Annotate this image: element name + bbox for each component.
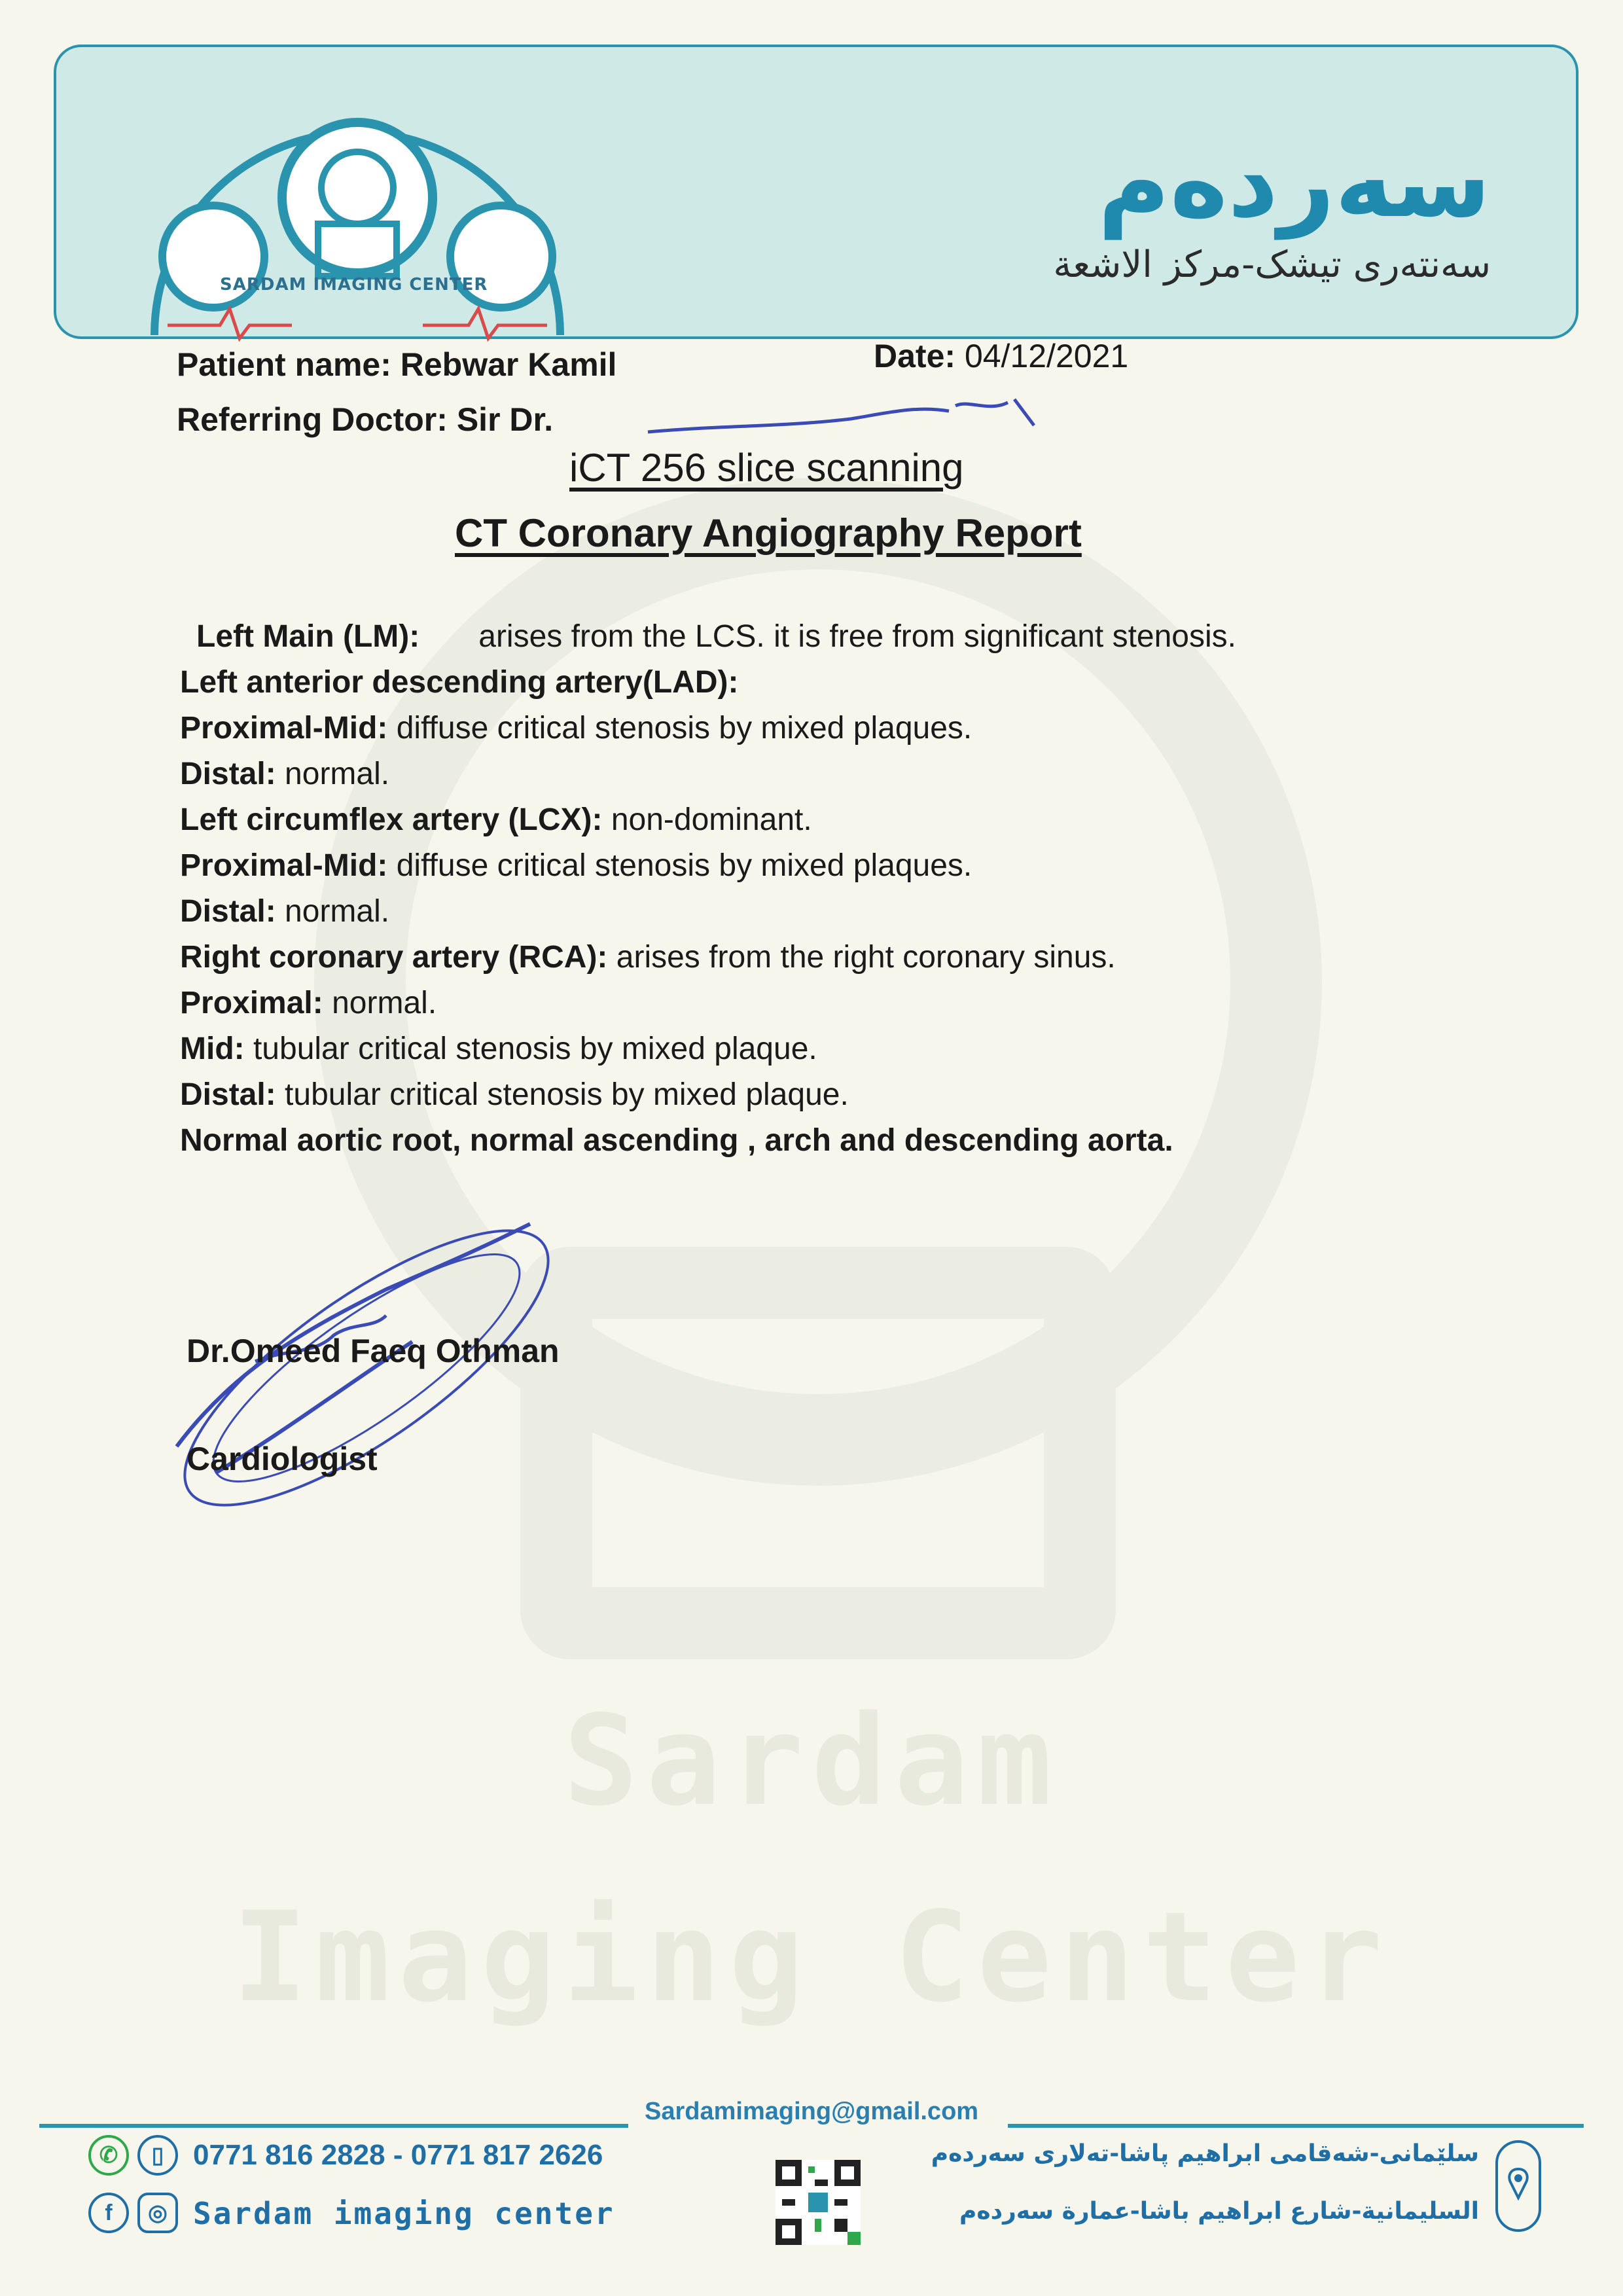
report-title: CT Coronary Angiography Report <box>455 511 1082 555</box>
instagram-icon: ◎ <box>137 2193 178 2233</box>
watermark-line-1: Sardam <box>563 1689 1060 1833</box>
watermark-line-2: Imaging Center <box>232 1885 1391 2030</box>
finding-lm: Left Main (LM): arises from the LCS. it is free from significant stenosis. <box>196 619 1236 654</box>
date-value: 04/12/2021 <box>964 338 1129 374</box>
finding-aorta: Normal aortic root, normal ascending , arch and descending aorta. <box>180 1123 1173 1158</box>
footer-email[interactable]: Sardamimaging@gmail.com <box>645 2098 979 2125</box>
patient-name-row <box>177 346 616 384</box>
footer-phones: 0771 816 2828 - 0771 817 2626 <box>193 2139 603 2171</box>
date-label: Date: <box>874 338 956 374</box>
sardam-logo <box>128 73 586 355</box>
brand-subtitle: سەنتەری تیشک-مرکز الاشعة <box>1053 243 1491 286</box>
footer-social-name: Sardam imaging center <box>193 2196 615 2231</box>
logo-caption: SARDAM IMAGING CENTER <box>220 275 488 295</box>
finding-rca: Right coronary artery (RCA): arises from the right coronary sinus. <box>180 940 1116 975</box>
brand-name: سەردەم <box>1097 126 1491 240</box>
patient-name-value: Rebwar Kamil <box>400 346 617 383</box>
date-row <box>874 337 1128 375</box>
phone-icon: ▯ <box>137 2135 178 2176</box>
location-pin-icon <box>1495 2140 1541 2232</box>
footer-address-arabic: السليمانية-شارع ابراهيم باشا-عمارة سەردەم <box>959 2198 1479 2225</box>
finding-rca-mid: Mid: tubular critical stenosis by mixed plaque. <box>180 1031 817 1066</box>
footer-address-kurdish: سلێمانی-شەقامی ابراهیم پاشا-تەلاری سەردەم <box>931 2140 1479 2167</box>
finding-lad-distal: Distal: normal. <box>180 757 390 791</box>
referring-doctor-value: Sir Dr. <box>456 401 554 438</box>
qr-code[interactable] <box>776 2160 861 2245</box>
finding-rca-distal: Distal: tubular critical stenosis by mixed plaque. <box>180 1077 849 1112</box>
doctor-name: Dr.Omeed Faeq Othman <box>187 1333 560 1369</box>
referring-doctor-row <box>177 401 553 439</box>
finding-lad-proximal-mid: Proximal-Mid: diffuse critical stenosis by mixed plaques. <box>180 711 972 745</box>
referring-doctor-label: Referring Doctor: <box>177 401 448 438</box>
whatsapp-icon: ✆ <box>88 2135 129 2176</box>
finding-lcx: Left circumflex artery (LCX): non-dominant. <box>180 802 812 837</box>
footer-rule-right <box>1008 2124 1584 2128</box>
handwritten-doctor-name <box>641 386 1047 445</box>
doctor-role: Cardiologist <box>187 1441 378 1477</box>
finding-lad-header: Left anterior descending artery(LAD): <box>180 665 739 700</box>
finding-lcx-distal: Distal: normal. <box>180 894 390 929</box>
footer-rule-left <box>39 2124 628 2128</box>
finding-rca-proximal: Proximal: normal. <box>180 986 437 1020</box>
scan-title: iCT 256 slice scanning <box>569 446 964 490</box>
facebook-icon: f <box>88 2193 129 2233</box>
patient-name-label: Patient name: <box>177 346 391 383</box>
finding-lcx-proximal-mid: Proximal-Mid: diffuse critical stenosis by mixed plaques. <box>180 848 972 883</box>
letterhead-banner <box>54 45 1578 339</box>
